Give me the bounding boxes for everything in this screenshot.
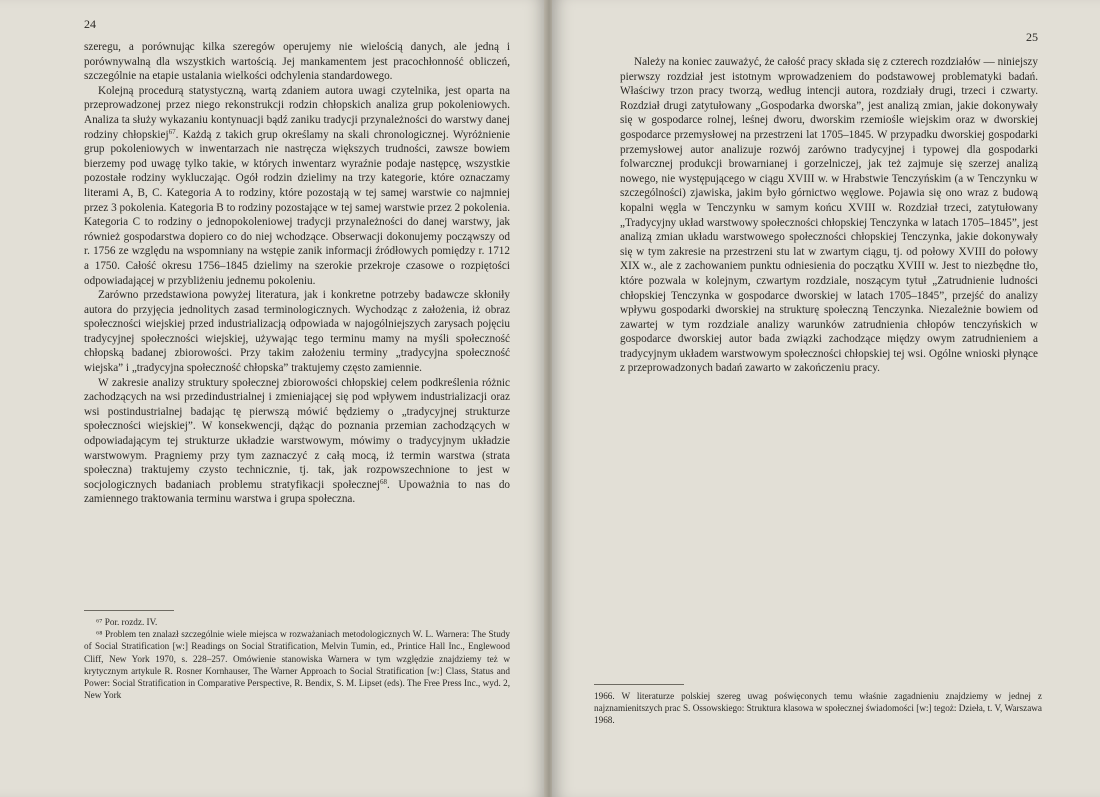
page-number-left: 24 <box>84 17 96 31</box>
paragraph: Zarówno przedstawiona powyżej literatura, jak i konkretne potrzeby badawcze skłoniły autora do przyjęcia jednolitych zasad terminologicznych. Wychodząc z założenia, iż obraz społeczności wiejskiej przed industrializacją odpowiada w najogólniejszych zarysach pojęciu tradycyjnej społeczności wiejskiej, używając tego terminu mamy na myśli społeczność chłopską badanej zbiorowości. Przy takim założeniu terminy „tradycyjna społeczność wiejska” i „tradycyjna społeczność chłopska” traktujemy często zamiennie. <box>84 289 510 375</box>
paragraph <box>84 376 510 507</box>
footnote-rule-right <box>594 684 684 685</box>
paragraph: szeregu, a porównując kilka szeregów operujemy nie wielością danych, ale jedną i porównywalną dla wszystkich wartością. Jej mankamentem jest pracochłonność obliczeń, szczególnie na etapie ustalania wielkości odchylenia standardowego. <box>84 41 510 83</box>
page-number-right: 25 <box>1026 30 1038 44</box>
left-footnotes <box>84 616 510 701</box>
paragraph-text: . Upoważnia to nas do zamiennego traktowania terminu warstwa i grupa społeczna. <box>84 478 511 506</box>
paragraph-text: . Każdą z takich grup określamy na skali chronologicznej. Wyróżnienie grup pokoleniowych w inwentarzach nie nastręcza większych trudności, zawsze bowiem bierzemy pod uwagę tylko takie, w których inwentarz wyraźnie podaje następcę, wszystkie pozostałe rodziny wykluczając. Ogół rodzin dzielimy na trzy kategorie, które oznaczamy literami A, B, C. Kategoria A to rodziny, które pozostają w tej samej warstwie co najmniej przez 3 pokolenia. Kategoria B to rodziny pozostające w tej samej warstwie przez 2 pokolenia. Kategoria C to rodziny o jednopokoleniowej tradycji przynależności do danej warstwy, jak również gospodarstwa dopiero co do niej wchodzące. Obserwacji dokonujemy począwszy od r. 1756 ze względu na wspomniany na wstępie zanik informacji źródłowych pomiędzy r. 1712 a 1750. Całość okresu 1756–1845 dzielimy na szerokie przekroje czasowe o rozpiętości odpowiadającej w przybliżeniu jednemu pokoleniu. <box>84 128 510 287</box>
right-page <box>552 0 1100 797</box>
paragraph: Należy na koniec zauważyć, że całość pracy składa się z czterech rozdziałów — niniejszy pierwszy rozdział jest istotnym wprowadzeniem do podstawowej problematyki badań. Właściwy trzon pracy tworzą, według intencji autora, rozdziały drugi, trzeci i czwarty. Rozdział drugi zatytułowany „Gospodarka dworska”, jest analizą zmian, jakie dokonywały się w gospodarce rolnej, leśnej dworu, dworskim rzemiośle wiejskim oraz w dworskiej gospodarce przemysłowej na przestrzeni lat 1705–1845. W przypadku dworskiej gospodarki przemysłowej autor analizuje rozwój zarówno tradycyjnej i typowej dla gospodarki folwarcznej produkcji browarnianej i gorzelniczej, jak też zajmuje się szerzej analizą nowego, nie występującego w ciągu XVIII w. w Hrabstwie Tenczyńskim (a w Tenczynku w szczególności) zjawiska, jakim było górnictwo węglowe. Pojawia się ono wraz z budową kopalni węgla w Tenczynku w samym końcu XVIII w. Rozdział trzeci, zatytułowany „Tradycyjny układ warstwowy społeczności chłopskiej Tenczynka w latach 1705–1845”, jest analizą zmian układu warstwowego społeczności chłopskiej Tenczynka, jakie dokonywały się w tym zakresie na przestrzeni stu lat w zwartym ciągu, tj. od połowy XVIII do połowy XIX w., ale z zachowaniem punktu odniesienia do początku XVIII w. Jest to niezbędne tło, które pozwala w kolejnym, czwartym rozdziale, noszącym tytuł „Zatrudnienie ludności chłopskiej Tenczynka w gospodarce dworskiej w latach 1705–1845”, przejść do analizy wpływu gospodarki dworskiej na strukturę społeczną Tenczynka. Niezależnie bowiem od zawartej w tym rozdziale analizy warunków zatrudnienia chłopów tenczyńskich w gospodarce dworskiej autor bada związki zachodzące między owym zatrudnieniem a tradycyjnym układem warstwowym społeczności chłopskiej tej wsi. Ogólne wnioski płynące z przeprowadzonych badań zawarto w zakończeniu pracy. <box>620 56 1038 375</box>
right-body-text <box>620 55 1038 376</box>
left-page <box>0 0 546 797</box>
paragraph-text: Kolejną procedurą statystyczną, wartą zdaniem autora uwagi czytelnika, jest oparta na przeprowadzonej przez niego rekonstrukcji rodzin chłopskich analiza grup pokoleniowych. Analiza ta służy wykazaniu kontynuacji bądź zaniku tradycji przynależności do warstwy danej rodziny chłopskiej <box>84 84 510 141</box>
footnote-rule-left <box>84 610 174 611</box>
paragraph <box>84 84 510 288</box>
footnote-ref: 68 <box>380 477 388 486</box>
right-footnotes <box>594 690 1042 727</box>
left-body-text <box>84 40 510 507</box>
footnote: 1966. W literaturze polskiej szereg uwag poświęconych temu właśnie zagadnieniu znajdziemy w jednej z najznamienitszych prac S. Ossowskiego: Struktura klasowa w społecznej świadomości [w:] tegoż: Dzieła, t. V, Warszawa 1968. <box>594 691 1042 726</box>
footnote-ref: 67 <box>168 127 176 136</box>
footnote: ⁶⁸ Problem ten znalazł szczególnie wiele miejsca w rozważaniach metodologicznych W. L. Warnera: The Study of Social Stratification [w:] Readings on Social Stratification, Melvin Tumin, ed., Printice Hall Inc., Englewood Cliff, New York 1970, s. 228–257. Omówienie stanowiska Warnera w tym względzie znajdziemy też w krytycznym artykule R. Rosner Kornhauser, The Warner Approach to Social Stratification [w:] Class, Status and Power: Social Stratification in Comparative Perspective, R. Bendix, S. M. Lipset (eds). The Free Press Inc., wyd. 2, New York <box>84 629 510 701</box>
paragraph-text: W zakresie analizy struktury społecznej zbiorowości chłopskiej celem podkreślenia różnic zachodzących na wsi przedindustrialnej i zmieniającej się pod wpływem industrializacji oraz wsi postindustrialnej badając tę pierwszą mówić będziemy o „tradycyjnej strukturze społeczności wiejskiej”. W konsekwencji, dążąc do poznania przemian zachodzących w odpowiadającym tej strukturze układzie warstwowym, mówimy o tradycyjnym układzie warstwowym. Pragniemy przy tym zaznaczyć z całą mocą, iż termin warstwa (strata społeczna) traktujemy czysto technicznie, tj. tak, jak rozpowszechnione to jest w socjologicznych badaniach problemu stratyfikacji społecznej <box>84 376 510 491</box>
footnote: ⁶⁷ Por. rozdz. IV. <box>96 617 158 627</box>
